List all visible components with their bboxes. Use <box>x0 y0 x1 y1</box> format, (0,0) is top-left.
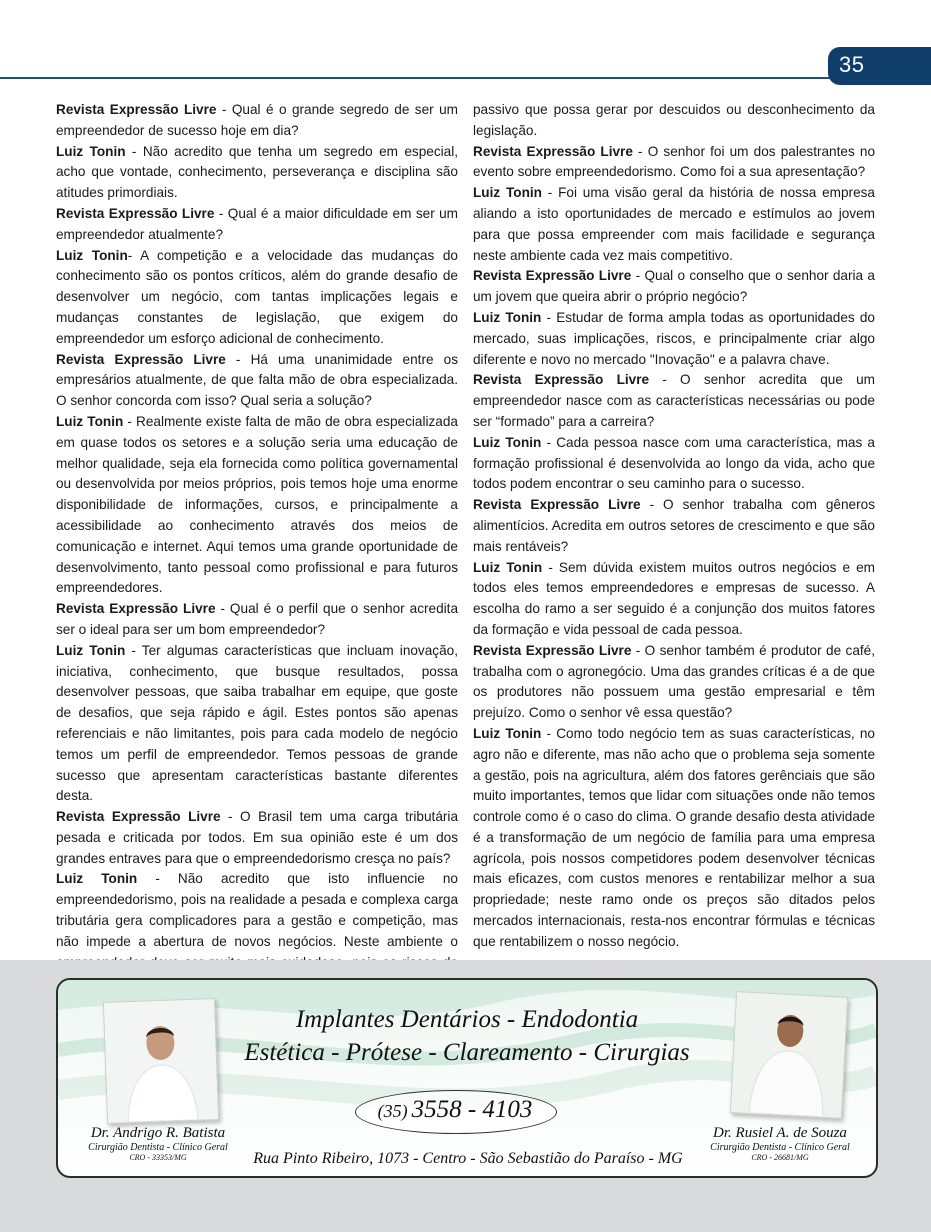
paragraph-text: - O senhor foi um dos palestrantes no evento sobre empreendedorismo. Como foi a sua apresentação? <box>473 143 876 180</box>
interview-paragraph <box>56 641 458 807</box>
phone-number <box>355 1096 555 1124</box>
speaker-name: Luiz Tonin <box>473 559 543 575</box>
paragraph-text: - Sem dúvida existem muitos outros negócios e em todos eles temos empreendedores e empresas de sucesso. A escolha do ramo a ser seguido é a conjunção dos muitos fatores da formação e vida pessoal de cada pessoa. <box>473 559 875 637</box>
speaker-name: Revista Expressão Livre <box>56 809 221 825</box>
doctor-left-role: Cirurgião Dentista - Clínico Geral <box>88 1142 228 1153</box>
paragraph-text: - Não acredito que tenha um segredo em especial, acho que vontade, conhecimento, perseverança e disciplina são atitudes primordiais. <box>56 143 458 201</box>
interview-paragraph <box>56 807 458 869</box>
doctor-right-cro: CRO - 26681/MG <box>751 1153 809 1162</box>
interview-paragraph <box>473 100 875 142</box>
interview-paragraph <box>56 599 458 641</box>
article-column-left <box>56 100 458 994</box>
article-column-right <box>473 100 875 953</box>
paragraph-text: - Ter algumas características que incluam inovação, iniciativa, conhecimento, que busque resultados, possa desenvolver pessoas, que saiba trabalhar em equipe, que goste de desafios, que seja rápido e ágil. Estes pontos são apenas referenciais e não limitantes, pois para cada modelo de negócio temos um perfil de empreendedor. Temos pessoas de grande sucesso que apresentam características bastante diferentes desta. <box>56 642 458 804</box>
dental-ad <box>56 978 878 1178</box>
paragraph-text: - Cada pessoa nasce com uma característica, mas a formação profissional é desenvolvida ao longo da vida, acho que todos podem encontrar o seu caminho para o sucesso. <box>473 434 875 492</box>
phone-area-code: (35) <box>377 1101 408 1121</box>
interview-paragraph <box>56 204 458 246</box>
interview-paragraph <box>56 100 458 142</box>
speaker-name: Luiz Tonin <box>473 309 542 325</box>
paragraph-text: - O senhor acredita que um empreendedor nasce com as características necessárias ou pode ser “formado” para a carreira? <box>473 372 875 429</box>
paragraph-text: passivo que possa gerar por descuidos ou desconhecimento da legislação. <box>473 102 875 138</box>
speaker-name: Revista Expressão Livre <box>473 268 632 284</box>
interview-paragraph <box>473 724 875 953</box>
interview-paragraph <box>473 433 875 495</box>
interview-paragraph <box>56 246 458 350</box>
ad-services-line-2: Estética - Prótese - Clareamento - Cirurgias <box>244 1039 690 1066</box>
speaker-name: Revista Expressão Livre <box>473 642 632 658</box>
paragraph-text: - Qual é o grande segredo de ser um empreendedor de sucesso hoje em dia? <box>56 102 458 138</box>
doctor-left-credit <box>68 1125 248 1163</box>
speaker-name: Revista Expressão Livre <box>56 205 215 221</box>
paragraph-text: - Como todo negócio tem as suas características, no agro não e diferente, mas não acho que o problema seja somente a gestão, pois na agricultura, além dos fatores gerênciais que são muito importantes, temos que lidar com situações onde não temos controle como é o caso do clima. O grande desafio desta atividade é a transformação de um negócio de família para uma empresa agrícola, pois nossos competidores podem desenvolver técnicas mais eficazes, com custos menores e rentabilizar melhor a sua propriedade; neste ramo onde os preços são ditados pelos mercados internacionais, resta-nos encontrar fórmulas e técnicas que rentabilizem o nosso negócio. <box>473 725 876 949</box>
paragraph-text: - Foi uma visão geral da história de nossa empresa aliando a isto oportunidades de mercado e estímulos ao jovem para que possa empreender com mais facilidade e segurança neste ambiente cada vez mais competitivo. <box>473 185 875 263</box>
speaker-name: Revista Expressão Livre <box>56 351 226 367</box>
interview-paragraph <box>473 142 875 184</box>
paragraph-text: - Estudar de forma ampla todas as oportunidades do mercado, suas implicações, riscos, e principalmente criar algo diferente e novo no mercado "Inovação" e a palavra chave. <box>473 309 875 367</box>
interview-paragraph <box>56 350 458 412</box>
speaker-name: Luiz Tonin <box>473 434 542 450</box>
interview-paragraph <box>56 142 458 204</box>
interview-paragraph <box>473 308 875 370</box>
speaker-name: Revista Expressão Livre <box>56 601 216 617</box>
interview-paragraph <box>473 370 875 432</box>
interview-paragraph <box>473 266 875 308</box>
paragraph-text: - Qual é o perfil que o senhor acredita ser o ideal para ser um bom empreendedor? <box>56 601 459 637</box>
ad-address: Rua Pinto Ribeiro, 1073 - Centro - São Sebastião do Paraíso - MG <box>253 1150 683 1167</box>
speaker-name: Revista Expressão Livre <box>473 497 641 513</box>
header-rule <box>0 77 830 79</box>
paragraph-text: - Realmente existe falta de mão de obra especializada em quase todos os setores e a solução seria uma educação de melhor qualidade, seja ela fornecida como política governamental ou desenvolvida por meios próprios, pois temos hoje uma enorme disponibilidade de informações, cursos, e principalmente a acessibilidade ao conhecimento através dos meios de comunicação e internet. Aqui temos uma grande oportunidade de desenvolvimento, tanto pessoal como profissional e para futuros empreendedores. <box>56 413 458 596</box>
phone-digits: 3558 - 4103 <box>411 1096 533 1123</box>
interview-paragraph <box>473 558 875 641</box>
speaker-name: Revista Expressão Livre <box>56 102 217 117</box>
interview-paragraph <box>473 183 875 266</box>
paragraph-text: - Não acredito que isto influencie no empreendedorismo, pois na realidade a pesada e complexa carga tributária gera complicadores para a gestão e competição, mas não impede a abertura de novos negócios. Neste ambiente o <box>56 871 458 949</box>
page-number: 35 <box>839 52 865 77</box>
paragraph-text: - Qual é a maior dificuldade em ser um empreendedor atualmente? <box>56 205 458 242</box>
paragraph-text: - O senhor também é produtor de café, trabalha com o agronegócio. Uma das grandes críticas é a de que os produtores não possuem uma gestão empresarial e têm prejuízo. Como o senhor vê essa questão? <box>473 642 875 721</box>
speaker-name: Luiz Tonin <box>56 642 126 658</box>
interview-paragraph <box>56 412 458 599</box>
speaker-name: Luiz Tonin <box>56 413 124 429</box>
paragraph-text: - A competição e a velocidade das mudanças do conhecimento são os pontos críticos, além do grande desafio de desenvolver um negócio, com tantas implicações legais e mudanças constantes de legislação, que exigem do empreendedor um esforço adicional de conhecimento. <box>56 247 458 346</box>
speaker-name: Luiz Tonin <box>473 185 542 201</box>
interview-paragraph <box>473 641 875 724</box>
speaker-name: Revista Expressão Livre <box>473 143 633 159</box>
speaker-name: Revista Expressão Livre <box>473 372 650 388</box>
speaker-name: Luiz Tonin <box>56 143 126 159</box>
paragraph-text: - Qual o conselho que o senhor daria a um jovem que queira abrir o próprio negócio? <box>473 268 875 305</box>
interview-paragraph <box>473 495 875 557</box>
doctor-right-name: Dr. Rusiel A. de Souza <box>713 1125 847 1141</box>
speaker-name: Luiz Tonin <box>56 247 128 263</box>
paragraph-text: - O senhor trabalha com gêneros alimentícios. Acredita em outros setores de crescimento e que são mais rentáveis? <box>473 497 875 554</box>
speaker-name: Luiz Tonin <box>56 871 138 887</box>
speaker-name: Luiz Tonin <box>473 725 542 741</box>
doctor-right-credit <box>690 1125 870 1163</box>
paragraph-text: - Há uma unanimidade entre os empresários atualmente, de que falta mão de obra especializada. O senhor concorda com isso? Qual seria a solução? <box>56 351 458 409</box>
doctor-right-role: Cirurgião Dentista - Clínico Geral <box>710 1142 850 1153</box>
doctor-left-cro: CRO - 33353/MG <box>129 1153 187 1162</box>
ad-services-line-1: Implantes Dentários - Endodontia <box>295 1006 639 1033</box>
doctor-left-name: Dr. Andrigo R. Batista <box>90 1125 226 1141</box>
paragraph-text: - O Brasil tem uma carga tributária pesada e criticada por todos. Em sua opinião este é um dos grandes entraves para que o empreendedorismo cresça no país? <box>56 809 459 866</box>
